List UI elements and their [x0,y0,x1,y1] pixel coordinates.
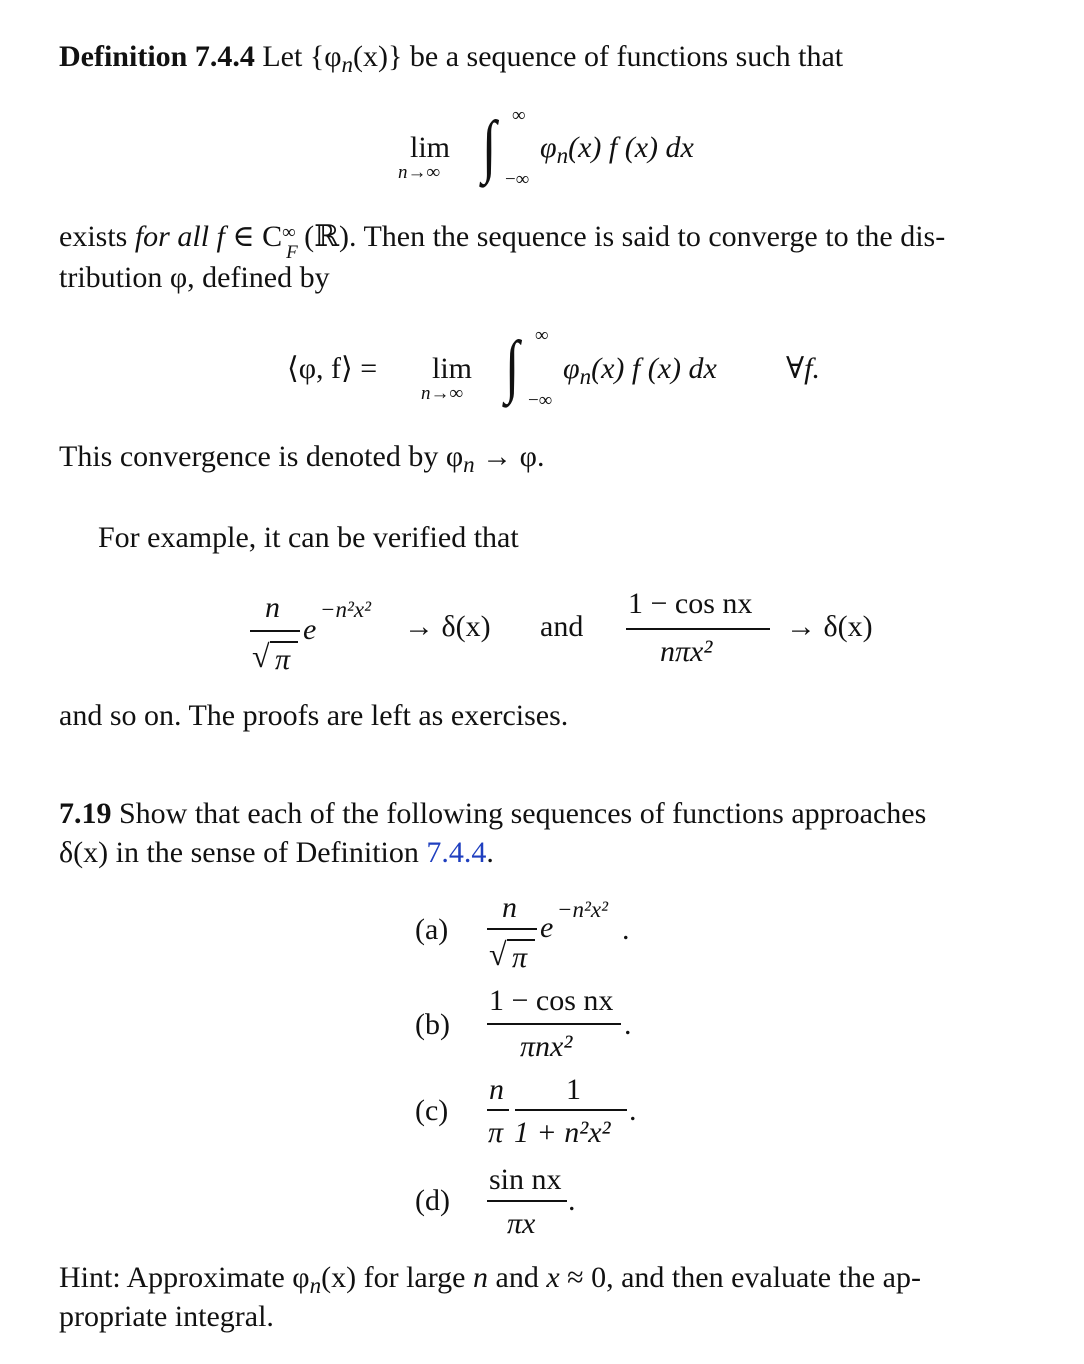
definition-line-3: tribution φ, defined by [59,261,330,294]
item-fraction-bar [487,1200,567,1202]
frac2-bar [626,628,770,630]
lim-text: lim [432,352,473,385]
lim-subscript: n→∞ [421,383,464,404]
item-tag: (a) [415,913,449,946]
sqrt-sign: √ [489,936,507,972]
exercise-line-1: 7.19 Show that each of the following sequences of functions approaches [59,797,927,830]
example-intro: For example, it can be verified that [98,521,519,554]
item-denominator-2: 1 + n²x² [514,1116,611,1149]
integral-upper-limit: ∞ [512,105,526,126]
item-denominator: πnx² [520,1030,573,1063]
frac1-numerator: n [265,591,280,624]
integral-lower-limit: −∞ [505,169,530,190]
definition-label: Definition 7.4.4 [59,40,255,73]
lim-text: lim [410,131,451,164]
and-word: and [540,610,584,643]
integral-lower-limit: −∞ [528,390,553,411]
item-period: . [568,1184,576,1217]
definition-line-2: exists for all f ∈ C ∞ F (ℝ). Then the sequence is said to converge to the dis- [59,220,946,263]
item-fraction-bar [487,1023,621,1025]
item-fraction-bar [487,928,537,930]
sqrt-sign: √ [252,638,270,674]
item-period: . [624,1008,632,1041]
integrand: $\varphi_n(x)$ f (x) dx [563,352,717,389]
integral-sign: ∫ [505,328,520,405]
frac1-bar [250,630,300,632]
item-denominator: π [512,941,528,974]
exp-base: e [540,911,554,944]
exercise-line-2: δ(x) in the sense of Definition 7.4.4. [59,836,494,869]
hint-line-1: Hint: Approximate $\varphi_n(x)$ for large n and x ≈ 0, and then evaluate the ap- [59,1261,921,1298]
lim-subscript: n→∞ [398,162,441,183]
frac2-denominator: nπx² [660,635,713,668]
item-period: . [629,1094,637,1127]
item-numerator: n [502,891,517,924]
item-denominator-1: π [488,1116,504,1149]
exponent: −n²x² [320,597,372,622]
example-conclusion: and so on. The proofs are left as exercises. [59,699,569,732]
item-fraction-bar-2 [515,1109,627,1111]
item-numerator-2: 1 [566,1073,581,1106]
definition-intro: Let {φ [262,40,342,73]
frac2-numerator: 1 − cos nx [628,587,753,620]
frac1-denominator: π [275,643,291,676]
exercise-label: 7.19 [59,797,112,830]
integral-sign: ∫ [482,108,497,185]
definition-link[interactable]: 7.4.4 [426,836,487,869]
integrand: $\varphi_n(x)$ f (x) dx [540,131,694,168]
item-numerator: 1 − cos nx [489,984,614,1017]
definition-line-1 [59,40,844,77]
item-fraction-bar-1 [487,1109,509,1111]
arrow-delta-1: → δ(x) [404,610,491,643]
item-numerator-1: n [489,1073,504,1106]
forall-f: ∀f. [786,352,820,385]
item-tag: (d) [415,1184,450,1217]
item-denominator: πx [507,1207,536,1240]
hint-line-2: propriate integral. [59,1300,274,1333]
item-tag: (b) [415,1008,450,1041]
integral-upper-limit: ∞ [535,325,549,346]
pairing-lhs: ⟨φ, f⟩ = [287,352,378,385]
item-numerator: sin nx [489,1163,562,1196]
exp-base: e [303,613,317,646]
item-period: . [622,913,630,946]
convergence-notation: This convergence is denoted by $\varphi_n \to \varphi$. [59,440,545,477]
phi-subscript: n [341,52,354,77]
arrow-delta-2: → δ(x) [786,610,873,643]
exponent: −n²x² [557,897,609,922]
item-tag: (c) [415,1094,449,1127]
definition-intro-rest: (x)} be a sequence of functions such that [353,40,844,73]
